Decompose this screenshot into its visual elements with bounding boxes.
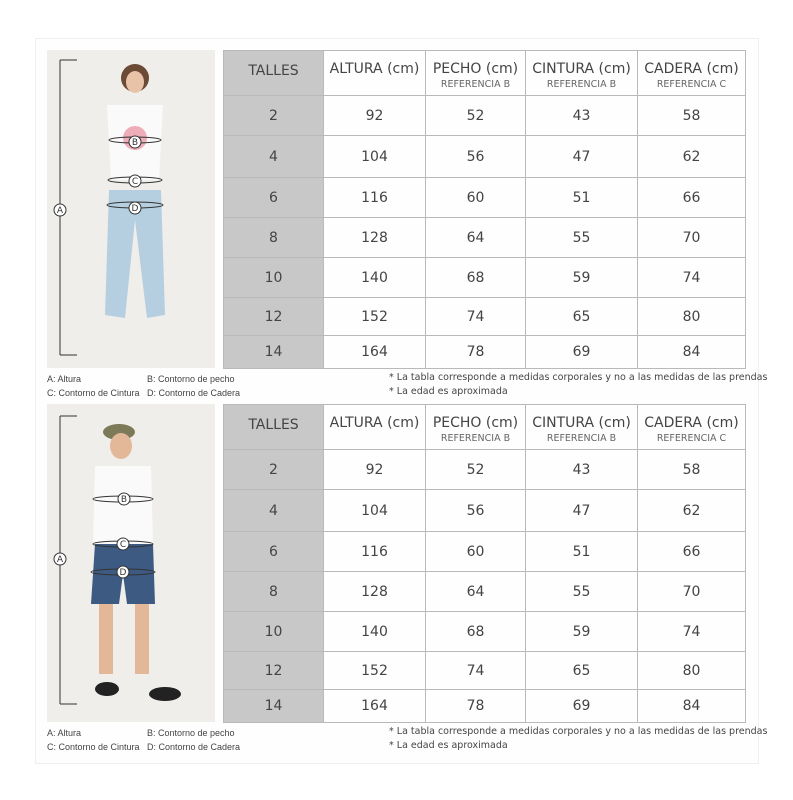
size-cell: 12 bbox=[224, 652, 324, 690]
table-row bbox=[224, 652, 746, 690]
column-reference: REFERENCIA B bbox=[546, 79, 617, 90]
measure-cell: 69 bbox=[526, 690, 638, 723]
measure-cell: 128 bbox=[324, 218, 426, 258]
table-row bbox=[224, 258, 746, 298]
size-table-girls bbox=[223, 50, 746, 369]
measure-cell: 64 bbox=[426, 218, 526, 258]
legend-b: B: Contorno de pecho bbox=[147, 728, 235, 738]
model-photo-boy bbox=[47, 404, 215, 722]
legend-d: D: Contorno de Cadera bbox=[147, 742, 241, 752]
measure-cell: 164 bbox=[324, 690, 426, 723]
table-row bbox=[224, 490, 746, 532]
column-header bbox=[638, 51, 746, 96]
measure-cell: 74 bbox=[638, 258, 746, 298]
legend-a: A: Altura bbox=[47, 728, 82, 738]
column-header bbox=[224, 405, 324, 450]
table-row bbox=[224, 218, 746, 258]
legend-c: C: Contorno de Cintura bbox=[47, 742, 140, 752]
measure-cell: 164 bbox=[324, 336, 426, 369]
measure-cell: 56 bbox=[426, 490, 526, 532]
table-row bbox=[224, 612, 746, 652]
column-label: PECHO (cm) bbox=[432, 61, 519, 77]
measure-cell: 62 bbox=[638, 136, 746, 178]
column-label: TALLES bbox=[248, 63, 299, 79]
marker-c: C bbox=[119, 540, 127, 550]
measure-cell: 70 bbox=[638, 218, 746, 258]
size-cell: 4 bbox=[224, 136, 324, 178]
legend-girls bbox=[47, 372, 240, 400]
table-row bbox=[224, 136, 746, 178]
note-1: * La tabla corresponde a medidas corporales y no a las medidas de las prendas bbox=[389, 372, 768, 383]
measure-cell: 80 bbox=[638, 298, 746, 336]
note-1: * La tabla corresponde a medidas corporales y no a las medidas de las prendas bbox=[389, 726, 768, 737]
size-cell: 2 bbox=[224, 450, 324, 490]
measure-cell: 78 bbox=[426, 690, 526, 723]
column-reference: REFERENCIA B bbox=[440, 433, 511, 444]
marker-b: B bbox=[131, 138, 139, 148]
measure-cell: 51 bbox=[526, 532, 638, 572]
measure-cell: 43 bbox=[526, 96, 638, 136]
measure-cell: 84 bbox=[638, 336, 746, 369]
table-row bbox=[224, 178, 746, 218]
note-2: * La edad es aproximada bbox=[389, 740, 508, 751]
measure-cell: 62 bbox=[638, 490, 746, 532]
column-header bbox=[526, 51, 638, 96]
column-label: CINTURA (cm) bbox=[532, 415, 631, 431]
size-table-boys bbox=[223, 404, 746, 723]
measure-cell: 152 bbox=[324, 652, 426, 690]
column-label: CINTURA (cm) bbox=[532, 61, 631, 77]
column-header bbox=[638, 405, 746, 450]
size-cell: 14 bbox=[224, 336, 324, 369]
column-header bbox=[426, 51, 526, 96]
table-row bbox=[224, 96, 746, 136]
measure-cell: 65 bbox=[526, 652, 638, 690]
column-label: TALLES bbox=[248, 417, 299, 433]
marker-d: D bbox=[131, 204, 139, 214]
size-cell: 8 bbox=[224, 572, 324, 612]
size-cell: 6 bbox=[224, 532, 324, 572]
size-cell: 2 bbox=[224, 96, 324, 136]
column-label: CADERA (cm) bbox=[644, 61, 739, 77]
table-row bbox=[224, 532, 746, 572]
table-row bbox=[224, 572, 746, 612]
measure-cell: 66 bbox=[638, 532, 746, 572]
column-reference: REFERENCIA C bbox=[656, 433, 727, 444]
measure-cell: 60 bbox=[426, 178, 526, 218]
notes-girls bbox=[389, 371, 767, 399]
marker-c: C bbox=[131, 177, 139, 187]
measure-cell: 70 bbox=[638, 572, 746, 612]
measure-cell: 69 bbox=[526, 336, 638, 369]
measure-cell: 47 bbox=[526, 136, 638, 178]
measure-cell: 116 bbox=[324, 178, 426, 218]
note-2: * La edad es aproximada bbox=[389, 386, 508, 397]
table-row bbox=[224, 298, 746, 336]
column-reference: REFERENCIA B bbox=[546, 433, 617, 444]
legend-boys bbox=[47, 726, 240, 754]
measure-cell: 74 bbox=[638, 612, 746, 652]
measure-cell: 80 bbox=[638, 652, 746, 690]
column-header bbox=[426, 405, 526, 450]
measure-cell: 64 bbox=[426, 572, 526, 612]
measure-cell: 140 bbox=[324, 612, 426, 652]
size-cell: 10 bbox=[224, 612, 324, 652]
measure-cell: 84 bbox=[638, 690, 746, 723]
measure-cell: 47 bbox=[526, 490, 638, 532]
table-row bbox=[224, 690, 746, 723]
measure-cell: 52 bbox=[426, 450, 526, 490]
measure-cell: 58 bbox=[638, 450, 746, 490]
marker-a: A bbox=[56, 206, 64, 216]
measure-cell: 104 bbox=[324, 136, 426, 178]
column-reference: REFERENCIA B bbox=[440, 79, 511, 90]
column-header bbox=[526, 405, 638, 450]
legend-b: B: Contorno de pecho bbox=[147, 374, 235, 384]
measure-cell: 92 bbox=[324, 96, 426, 136]
measure-cell: 43 bbox=[526, 450, 638, 490]
legend-a: A: Altura bbox=[47, 374, 82, 384]
legend-d: D: Contorno de Cadera bbox=[147, 388, 241, 398]
measure-cell: 56 bbox=[426, 136, 526, 178]
measure-cell: 140 bbox=[324, 258, 426, 298]
column-label: ALTURA (cm) bbox=[329, 61, 420, 77]
notes-boys bbox=[389, 725, 767, 753]
size-cell: 10 bbox=[224, 258, 324, 298]
measure-cell: 78 bbox=[426, 336, 526, 369]
measure-cell: 55 bbox=[526, 218, 638, 258]
marker-d: D bbox=[119, 568, 127, 578]
column-header bbox=[324, 405, 426, 450]
column-label: ALTURA (cm) bbox=[329, 415, 420, 431]
size-cell: 8 bbox=[224, 218, 324, 258]
table-row bbox=[224, 336, 746, 369]
measure-cell: 59 bbox=[526, 258, 638, 298]
measure-cell: 65 bbox=[526, 298, 638, 336]
size-cell: 12 bbox=[224, 298, 324, 336]
measure-cell: 59 bbox=[526, 612, 638, 652]
measure-cell: 58 bbox=[638, 96, 746, 136]
measure-cell: 116 bbox=[324, 532, 426, 572]
measure-cell: 68 bbox=[426, 258, 526, 298]
measure-cell: 55 bbox=[526, 572, 638, 612]
model-photo-girl bbox=[47, 50, 215, 368]
legend-c: C: Contorno de Cintura bbox=[47, 388, 140, 398]
marker-a: A bbox=[56, 555, 64, 565]
measure-cell: 74 bbox=[426, 298, 526, 336]
measure-cell: 66 bbox=[638, 178, 746, 218]
table-row bbox=[224, 450, 746, 490]
measure-cell: 52 bbox=[426, 96, 526, 136]
size-cell: 14 bbox=[224, 690, 324, 723]
size-cell: 6 bbox=[224, 178, 324, 218]
measure-cell: 60 bbox=[426, 532, 526, 572]
measure-cell: 104 bbox=[324, 490, 426, 532]
column-header bbox=[324, 51, 426, 96]
marker-b: B bbox=[120, 495, 128, 505]
measure-cell: 51 bbox=[526, 178, 638, 218]
column-header bbox=[224, 51, 324, 96]
column-reference: REFERENCIA C bbox=[656, 79, 727, 90]
measure-cell: 74 bbox=[426, 652, 526, 690]
column-label: CADERA (cm) bbox=[644, 415, 739, 431]
measure-cell: 128 bbox=[324, 572, 426, 612]
column-label: PECHO (cm) bbox=[432, 415, 519, 431]
size-cell: 4 bbox=[224, 490, 324, 532]
measure-cell: 92 bbox=[324, 450, 426, 490]
measure-cell: 152 bbox=[324, 298, 426, 336]
measure-cell: 68 bbox=[426, 612, 526, 652]
